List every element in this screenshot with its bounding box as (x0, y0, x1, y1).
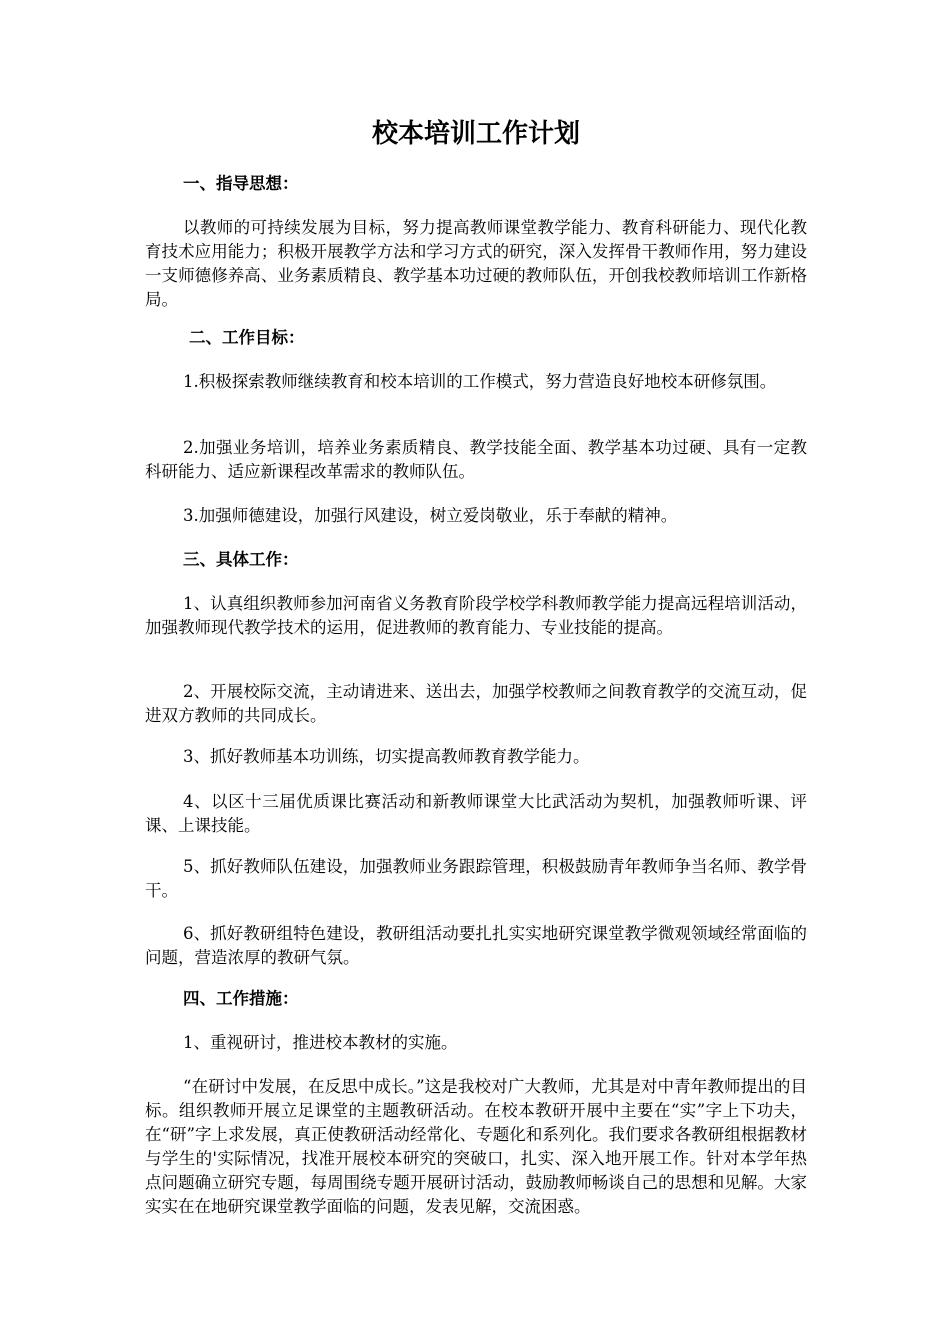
section-heading-guiding-ideology: 一、指导思想： (183, 174, 299, 193)
paragraph-work-4: 4、以区十三届优质课比赛活动和新教师课堂大比武活动为契机，加强教师听课、评课、上课技能。 (145, 792, 807, 835)
paragraph-guiding-ideology: 以教师的可持续发展为目标，努力提高教师课堂教学能力、教育科研能力、现代化教育技术应用能力；积极开展教学方法和学习方式的研究，深入发挥骨干教师作用，努力建设一支师德修养高、业务素质精良、教学基本功过硬的教师队伍，开创我校教师培训工作新格局。 (145, 218, 807, 309)
paragraph-goal-1: 1.积极探索教师继续教育和校本培训的工作模式，努力营造良好地校本研修氛围。 (183, 372, 777, 391)
paragraph-work-6: 6、抓好教研组特色建设，教研组活动要扎扎实实地研究课堂教学微观领域经常面临的问题，营造浓厚的教研气氛。 (145, 924, 807, 967)
paragraph-work-5: 5、抓好教师队伍建设，加强教师业务跟踪管理，积极鼓励青年教师争当名师、教学骨干。 (145, 857, 807, 900)
paragraph-goal-3: 3.加强师德建设，加强行风建设，树立爱岗敬业，乐于奉献的精神。 (183, 506, 678, 525)
paragraph-goal-2: 2.加强业务培训，培养业务素质精良、教学技能全面、教学基本功过硬、具有一定教科研能力、适应新课程改革需求的教师队伍。 (145, 438, 807, 481)
paragraph-measure-1: 1、重视研讨，推进校本教材的实施。 (183, 1033, 458, 1052)
section-heading-work-goals: 二、工作目标： (189, 328, 305, 347)
paragraph-work-2: 2、开展校际交流，主动请进来、送出去，加强学校教师之间教育教学的交流互动，促进双方教师的共同成长。 (145, 682, 807, 725)
paragraph-work-1: 1、认真组织教师参加河南省义务教育阶段学校学科教师教学能力提高远程培训活动，加强教师现代教学技术的运用，促进教师的教育能力、专业技能的提高。 (145, 594, 807, 637)
section-heading-work-measures: 四、工作措施： (183, 989, 299, 1008)
paragraph-measure-2: “在研讨中发展，在反思中成长。”这是我校对广大教师，尤其是对中青年教师提出的目标。组织教师开展立足课堂的主题教研活动。在校本教研开展中主要在“实”字上下功夫，在“研”字上求发展，真正使教研活动经常化、专题化和系列化。我们要求各教研组根据教材与学生的'实际情况，找准开展校本研究的突破口，扎实、深入地开展工作。针对本学年热点问题确立研究专题，每周围绕专题开展研讨活动，鼓励教师畅谈自己的思想和见解。大家实实在在地研究课堂教学面临的问题，发表见解，交流困惑。 (145, 1077, 807, 1216)
section-heading-specific-work: 三、具体工作： (183, 550, 299, 569)
paragraph-work-3: 3、抓好教师基本功训练，切实提高教师教育教学能力。 (183, 747, 590, 766)
document-title: 校本培训工作计划 (371, 119, 580, 149)
